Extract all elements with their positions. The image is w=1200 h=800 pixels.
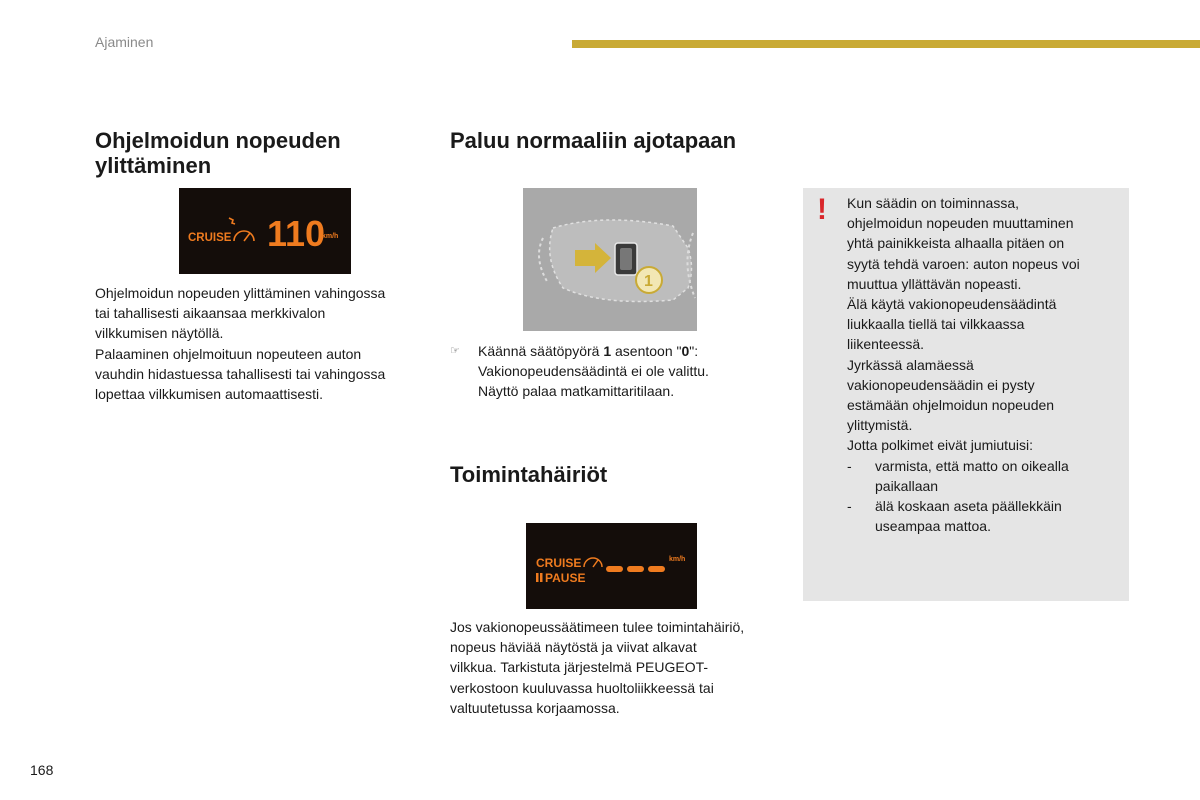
malfunction-text	[450, 617, 780, 718]
text-line: nopeus häviää näytöstä ja viivat alkavat	[450, 639, 697, 656]
cruise-display-graphic	[179, 188, 351, 274]
speed-unit: km/h	[669, 556, 686, 563]
stalk-callout-number: 1	[644, 273, 653, 290]
dash-segment	[606, 566, 623, 572]
warning-line: vakionopeudensäädin ei pysty	[847, 376, 1035, 393]
warning-line: ohjelmoidun nopeuden muuttaminen	[847, 215, 1074, 232]
text-line: vilkkua. Tarkistuta järjestelmä PEUGEOT-	[450, 659, 709, 676]
control-stalk-icon	[523, 188, 697, 331]
list-dash: -	[847, 457, 852, 474]
warning-line: muuttua yllättävän nopeasti.	[847, 275, 1022, 292]
text-line: tai tahallisesti aikaansaa merkkivalon	[95, 305, 326, 322]
text-line: Palaaminen ohjelmoituun nopeuteen auton	[95, 345, 362, 362]
cruise-label: CRUISE	[536, 556, 582, 570]
warning-line: yhtä painikkeista alhaalla pitäen on	[847, 235, 1065, 252]
speedometer-icon	[584, 558, 602, 567]
warning-line: Kun säädin on toiminnassa,	[847, 195, 1019, 211]
heading-speed-exceeded: Ohjelmoidun nopeuden ylittäminen	[95, 128, 341, 178]
cruise-label: CRUISE	[188, 232, 232, 244]
warning-item-line: paikallaan	[875, 477, 939, 494]
warning-line: Älä käytä vakionopeudensäädintä	[847, 296, 1057, 313]
warning-line: Jotta polkimet eivät jumiutuisi:	[847, 437, 1033, 454]
text-line: Jos vakionopeussäätimeen tulee toimintahäiriö,	[450, 619, 745, 635]
speed-value: 110	[267, 213, 326, 254]
instruction-line-1: Käännä säätöpyörä 1 asentoon "0":	[478, 343, 699, 359]
text-line: vauhdin hidastuessa tahallisesti tai vahingossa	[95, 365, 386, 382]
warning-item-line: useampaa mattoa.	[875, 518, 991, 535]
page-number: 168	[30, 762, 54, 778]
pause-label: PAUSE	[545, 571, 586, 585]
text-line: lopettaa vilkkumisen automaattisesti.	[95, 386, 323, 403]
dash-segment	[648, 566, 665, 572]
text-line: verkostoon kuuluvassa huoltoliikkeessä tai	[450, 679, 714, 696]
warning-list-item	[847, 496, 1119, 536]
warning-line: ylittymistä.	[847, 417, 913, 434]
cruise-speed-display	[179, 188, 351, 274]
warning-line: estämään ohjelmoidun nopeuden	[847, 397, 1055, 414]
header-accent-bar	[572, 40, 1200, 48]
control-stalk-illustration	[523, 188, 697, 331]
speed-unit: km/h	[322, 233, 339, 240]
list-dash: -	[847, 498, 852, 515]
warning-line: liikenteessä.	[847, 336, 925, 353]
section-label: Ajaminen	[95, 34, 154, 50]
warning-text	[847, 193, 1119, 536]
warning-item-line: älä koskaan aseta päällekkäin	[875, 498, 1062, 515]
speed-exceeded-text	[95, 283, 425, 404]
instruction-line-2: Vakionopeudensäädintä ei ole valittu.	[478, 363, 709, 380]
cruise-pause-display	[526, 523, 697, 609]
speedometer-icon	[229, 218, 254, 241]
instruction-line-3: Näyttö palaa matkamittaritilaan.	[478, 383, 675, 400]
heading-malfunctions: Toimintahäiriöt	[450, 462, 608, 487]
warning-list-item	[847, 456, 1119, 496]
warning-exclamation-icon: !	[817, 193, 827, 226]
text-line: Ohjelmoidun nopeuden ylittäminen vahingossa	[95, 285, 386, 301]
heading-return-normal: Paluu normaaliin ajotapaan	[450, 128, 737, 153]
warning-line: syytä tehdä varoen: auton nopeus voi	[847, 255, 1080, 272]
warning-item-line: varmista, että matto on oikealla	[875, 457, 1069, 474]
cruise-pause-graphic	[526, 523, 697, 609]
text-line: valtuutetussa korjaamossa.	[450, 699, 620, 716]
warning-line: Jyrkässä alamäessä	[847, 356, 974, 373]
dash-segment	[627, 566, 644, 572]
warning-line: liukkaalla tiellä tai vilkkaassa	[847, 316, 1025, 333]
bullet-arrow-icon: ☞	[450, 345, 460, 357]
text-line: vilkkumisen näytöllä.	[95, 325, 224, 342]
